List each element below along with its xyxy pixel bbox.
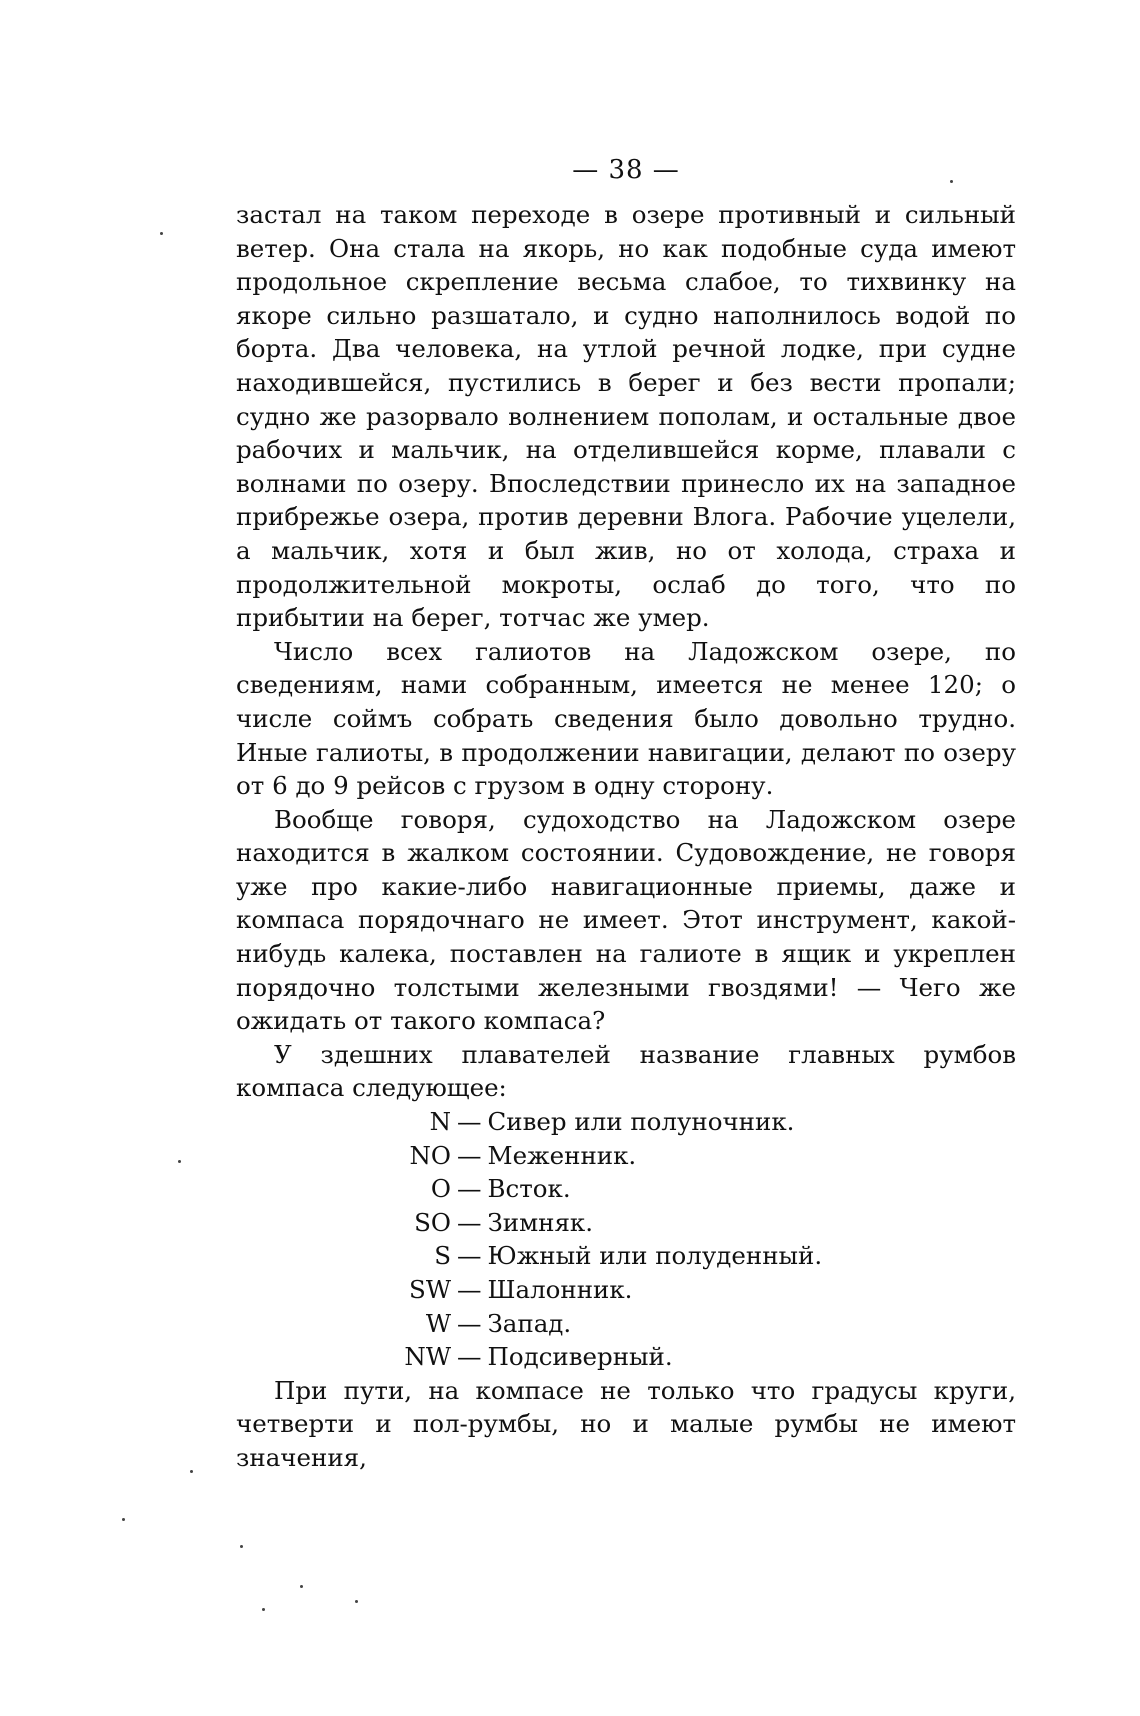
rumb-code: S bbox=[434, 1241, 451, 1271]
scan-speck bbox=[178, 1160, 181, 1163]
rumb-name: Запад. bbox=[487, 1308, 572, 1338]
rumb-code: O bbox=[430, 1174, 451, 1204]
rumb-code: SW bbox=[409, 1275, 451, 1304]
compass-rumb-list bbox=[236, 1105, 1016, 1374]
rumb-code: N bbox=[429, 1107, 451, 1137]
page-number: — 38 — bbox=[572, 155, 680, 185]
rumb-item bbox=[236, 1206, 1016, 1240]
rumb-name: Подсиверный. bbox=[487, 1342, 673, 1372]
scan-speck bbox=[300, 1585, 303, 1588]
scan-speck bbox=[262, 1608, 265, 1611]
rumb-name: Зимняк. bbox=[487, 1207, 594, 1237]
rumb-code: W bbox=[425, 1308, 451, 1338]
rumb-name: Всток. bbox=[487, 1174, 571, 1204]
rumb-name: Шалонник. bbox=[487, 1275, 633, 1304]
rumb-item bbox=[236, 1307, 1016, 1341]
rumb-dash: — bbox=[457, 1342, 482, 1372]
book-page bbox=[236, 150, 1016, 1475]
rumb-item bbox=[236, 1105, 1016, 1139]
rumb-item bbox=[236, 1340, 1016, 1374]
paragraph-5: При пути, на компасе не только что градусы круги, четверти и пол-румбы, но и малые румбы не имеют значения, bbox=[236, 1375, 1016, 1472]
rumb-code: NO bbox=[409, 1140, 451, 1170]
rumb-code: NW bbox=[404, 1342, 451, 1372]
rumb-dash: — bbox=[457, 1275, 482, 1304]
rumb-name: Южный или полуденный. bbox=[487, 1241, 823, 1271]
rumb-item bbox=[236, 1239, 1016, 1273]
rumb-dash: — bbox=[457, 1107, 482, 1137]
rumb-dash: — bbox=[457, 1140, 482, 1170]
scan-speck bbox=[190, 1470, 193, 1473]
scan-speck bbox=[160, 232, 163, 235]
rumb-item bbox=[236, 1172, 1016, 1206]
rumb-item bbox=[236, 1139, 1016, 1173]
paragraph-2: Число всех галиотов на Ладожском озере, по сведениям, нами собранным, имеется не менее 120; о числе соймъ собрать сведения было довольно трудно. Иные галиоты, в продолжении навигации, делают по озеру от 6 до 9 рейсов с грузом в одну сторону. bbox=[236, 636, 1016, 801]
paragraph-1: застал на таком переходе в озере противный и сильный ветер. Она стала на якорь, но как подобные суда имеют продольное скрепление весьма слабое, то тихвинку на якоре сильно разшатало, и судно наполнилось водой по борта. Два человека, на утлой речной лодке, при судне находившейся, пустились в берег и без вести пропали; судно же разорвало волнением пополам, и остальные двое рабочих и мальчик, на отделившейся корме, плавали с волнами по озеру. Впоследствии принесло их на западное прибрежье озера, против деревни Влога. Рабочие уцелели, а мальчик, хотя и был жив, но от холода, страха и продолжительной мокроты, ослаб до того, что по прибытии на берег, тотчас же умер. bbox=[236, 200, 1016, 633]
rumb-dash: — bbox=[457, 1207, 482, 1237]
paragraph-4: У здешних плавателей название главных румбов компаса следующее: bbox=[236, 1039, 1016, 1103]
scan-speck bbox=[950, 180, 953, 183]
scan-speck bbox=[240, 1545, 243, 1548]
paragraph-3: Вообще говоря, судоходство на Ладожском озере находится в жалком состоянии. Судовождение, не говоря уже про какие-либо навигационные приемы, даже и компаса порядочнаго не имеет. Этот инструмент, какой-нибудь калека, поставлен на галиоте в ящик и укреплен порядочно толстыми железными гвоздями! — Чего же ожидать от такого компаса? bbox=[236, 804, 1016, 1036]
rumb-dash: — bbox=[457, 1241, 482, 1271]
scan-speck bbox=[355, 1600, 358, 1603]
rumb-name: Сивер или полуночник. bbox=[487, 1107, 795, 1137]
scan-speck bbox=[122, 1518, 125, 1521]
rumb-item bbox=[236, 1273, 1016, 1307]
rumb-dash: — bbox=[457, 1308, 482, 1338]
rumb-dash: — bbox=[457, 1174, 482, 1204]
rumb-name: Меженник. bbox=[487, 1140, 637, 1170]
rumb-code: SO bbox=[414, 1207, 451, 1237]
